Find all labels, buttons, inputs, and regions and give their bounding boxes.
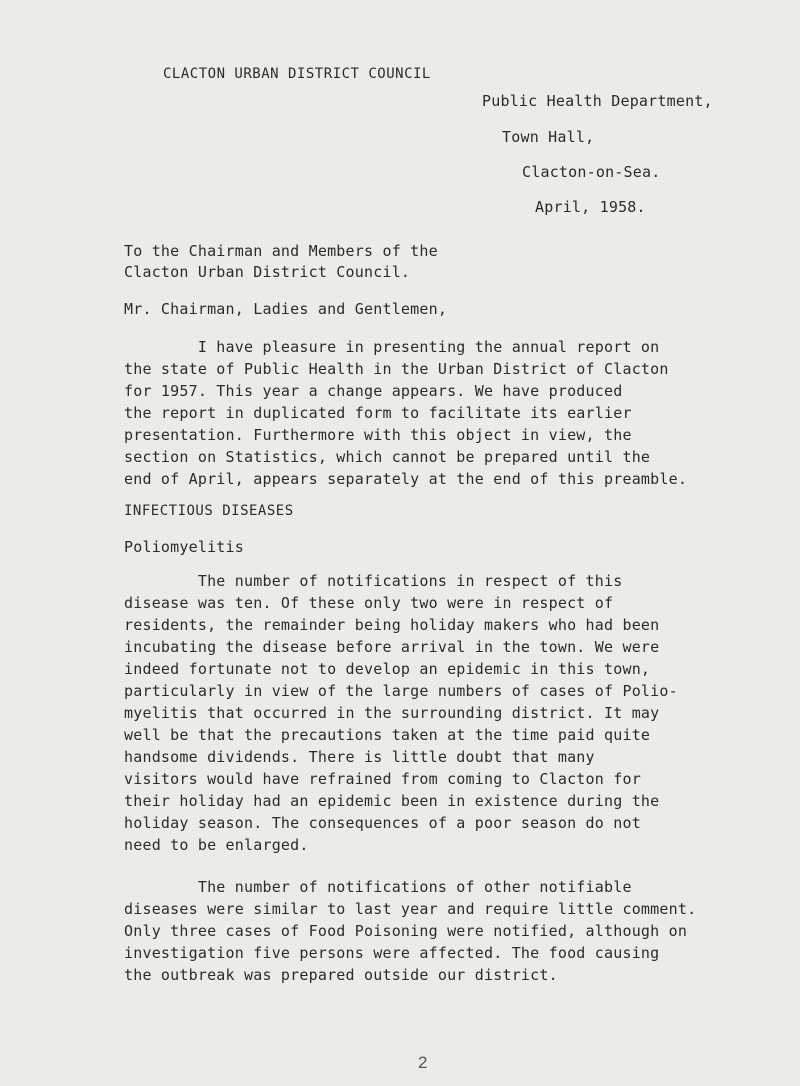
intro-line: section on Statistics, which cannot be prepared until the <box>124 448 651 466</box>
address-line-town-hall: Town Hall, <box>502 128 595 146</box>
polio-line: residents, the remainder being holiday makers who had been <box>124 616 660 634</box>
addressee-line-1: To the Chairman and Members of the <box>124 242 438 260</box>
intro-line: for 1957. This year a change appears. We have produced <box>124 382 623 400</box>
intro-line: end of April, appears separately at the end of this preamble. <box>124 470 688 488</box>
polio-line: well be that the precautions taken at the time paid quite <box>124 726 651 744</box>
polio-line: myelitis that occurred in the surrounding district. It may <box>124 704 660 722</box>
council-heading: CLACTON URBAN DISTRICT COUNCIL <box>163 66 431 82</box>
polio-line: holiday season. The consequences of a poor season do not <box>124 814 641 832</box>
section-heading: INFECTIOUS DISEASES <box>124 503 294 519</box>
intro-line: presentation. Furthermore with this object in view, the <box>124 426 632 444</box>
other-line: diseases were similar to last year and require little comment. <box>124 900 697 918</box>
page-number: 2 <box>418 1053 428 1072</box>
polio-line: incubating the disease before arrival in the town. We were <box>124 638 660 656</box>
polio-line: The number of notifications in respect of this <box>124 572 623 590</box>
intro-line: the state of Public Health in the Urban District of Clacton <box>124 360 669 378</box>
intro-line: the report in duplicated form to facilitate its earlier <box>124 404 632 422</box>
polio-line: particularly in view of the large numbers of cases of Polio- <box>124 682 678 700</box>
polio-line: handsome dividends. There is little doubt that many <box>124 748 595 766</box>
address-line-department: Public Health Department, <box>482 92 713 110</box>
polio-line: their holiday had an epidemic been in existence during the <box>124 792 660 810</box>
other-line: the outbreak was prepared outside our district. <box>124 966 558 984</box>
address-line-town: Clacton-on-Sea. <box>522 163 661 181</box>
salutation: Mr. Chairman, Ladies and Gentlemen, <box>124 300 448 318</box>
other-line: The number of notifications of other notifiable <box>124 878 632 896</box>
other-line: Only three cases of Food Poisoning were notified, although on <box>124 922 688 940</box>
polio-line: visitors would have refrained from coming to Clacton for <box>124 770 641 788</box>
polio-line: disease was ten. Of these only two were in respect of <box>124 594 614 612</box>
polio-line: indeed fortunate not to develop an epidemic in this town, <box>124 660 651 678</box>
polio-line: need to be enlarged. <box>124 836 309 854</box>
intro-line: I have pleasure in presenting the annual report on <box>124 338 660 356</box>
letter-date: April, 1958. <box>535 198 646 216</box>
other-line: investigation five persons were affected. The food causing <box>124 944 660 962</box>
addressee-line-2: Clacton Urban District Council. <box>124 263 411 281</box>
subheading: Poliomyelitis <box>124 538 244 556</box>
